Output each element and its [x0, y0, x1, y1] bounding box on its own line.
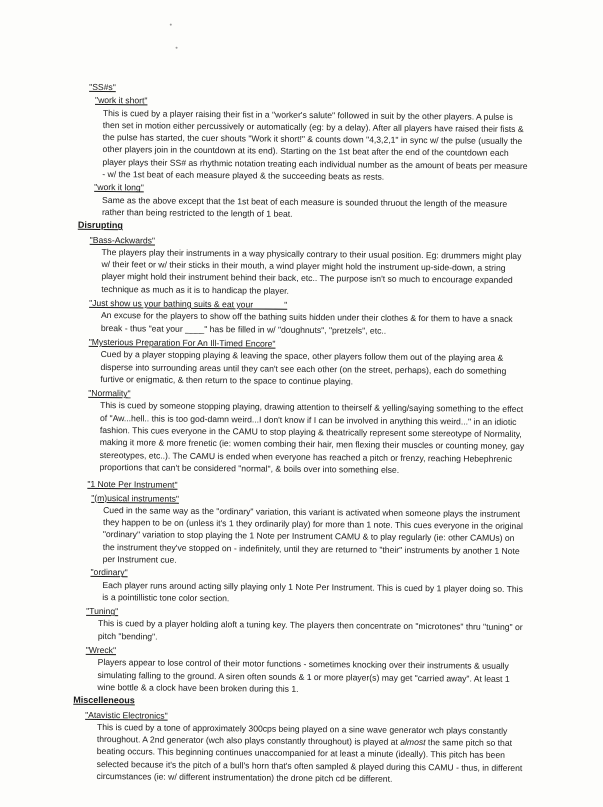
item-heading-tuning: "Tuning" [86, 606, 119, 617]
item-text-bathing-suits: An excuse for the players to show off the bathing suits hidden under their clothes & for them to have a snack break - thus "eat your ____" has be filled in w/ "doughnuts", "pretzels", etc.. [100, 310, 513, 336]
scan-speck [176, 47, 178, 49]
item-text-wreck: Players appear to lose control of their motor functions - sometimes knocking over their instruments & usually simulating falling to the ground. A siren often sounds & 1 or more player(s) may get "carried away". At least 1 wine bottle & a clock have been broken during this 1. [97, 657, 510, 694]
item-heading-mysterious-preparation: "Mysterious Preparation For An Ill-Timed Encore" [88, 336, 276, 349]
item-heading-bathing-suits: "Just show us your bathing suits & eat your ______" [89, 297, 288, 310]
item-heading-normality: "Normality" [88, 387, 131, 399]
item-heading-work-it-long: "work it long" [94, 182, 144, 193]
item-heading-ordinary: "ordinary" [90, 567, 128, 578]
item-heading-bass-ackwards: "Bass-Ackwards" [89, 234, 156, 246]
item-text-normality: This is cued by someone stopping playing, drawing attention to theirself & yelling/saying something to the effect of "Aw...hell.. this is too god-damn weird...I don't know if I can be involved in anything this weird..." in an idiotic fashion. This cues everyone in the CAMU to stop playing & theatrically represent some stereotype of Normality, making it more & more frenetic (ie: women combing their hair, men flexing their muscles or counting money, gay stereotypes, etc..). The CAMU is ended when everyone has reached a pitch or frenzy, reaching Hebephrenic proportions that can't be considered "normal", & boils over into something else. [99, 400, 525, 475]
item-text-ordinary: Each player runs around acting silly playing only 1 Note Per Instrument. This is cued by 1 player doing so. This is a pointillistic tone color section. [102, 579, 523, 604]
item-text-work-it-long: Same as the above except that the 1st beat of each measure is sounded thruout the length of the measure rather than being restricted to the length of 1 beat. [101, 194, 508, 219]
item-heading-work-it-short: "work it short" [94, 95, 148, 106]
item-text-atavistic-electronics [96, 721, 526, 787]
emphasis-text: almost [400, 737, 426, 748]
item-text-work-it-short: This is cued by a player raising their fist in a "worker's salute" followed in suit by the other players. A pulse is then set in motion either percussively or automatically (eg: by a delay). After all players have raised their fists & the pulse has started, the cuer shouts "Work it short!" & counts down "4,3,2,1" in sync w/ the pulse (usually the other players join in the countdown at its end). Starting on the 1st beat after the end of the countdown each player plays their SS# as rhythmic notation treating each individual number as the amount of beats per measure - w/ the 1st beat of each measure played & the succeeding beats as rests. [102, 107, 528, 182]
item-heading-musical-instruments: "(m)usical instruments" [91, 492, 180, 504]
item-text-mysterious-preparation: Cued by a player stopping playing & leaving the space, other players follow them out of the playing area & disperse into surrounding areas until they can't see each other (on the street, perhaps), each do something furtive or enigmatic, & then return to the space to continue playing. [100, 349, 507, 387]
text-segment: This is cued by a tone of approximately 300cps being played on a sine wave generator wch plays constantly throughout. A 2nd generator (wch also plays constantly throughout) is played at [96, 721, 508, 748]
item-text-musical-instruments: Cued in the same way as the "ordinary" variation, this variant is activated when someone plays the instrument they happen to be on (unless it's 1 they ordinarily play) for more than 1 note. This cues everyone in the original "ordinary" variation to stop playing the 1 Note per Instrument CAMU & to play regularly (ie: other CAMUs) on the instrument they've stopped on - indefinitely, until they are returned to "their" instruments by another 1 Note per Instrument cue. [102, 504, 523, 565]
section-ss-title: "SS#s" [89, 81, 116, 93]
scan-speck [170, 24, 172, 26]
section-title-miscellaneous: Miscelleneous [73, 694, 135, 706]
section-title-disrupting: Disrupting [77, 220, 123, 231]
item-heading-atavistic-electronics: "Atavistic Electronics" [85, 709, 168, 721]
text-segment: the same pitch so that beating occurs. This beginning continues unaccompanied for at least a minute (ideally). This pitch has been selected because it's the pitch of a bull's horn that's often sampled & played during this CAMU - thus, in different circumstances (ie: w/ different instrumentation) the drone pitch cd be different. [96, 737, 523, 784]
item-heading-1-note-per-instrument: "1 Note Per Instrument" [87, 479, 178, 490]
item-text-bass-ackwards: The players play their instruments in a way physically contrary to their usual position. Eg: drummers might play w/ their feet or w/ their sticks in their mouth, a wind player might hold the instrument up-side-down, a string player might hold their instrument behind their back, etc.. The purpose isn't so much to encourage expanded technique as much as it is to handicap the player. [101, 246, 522, 296]
item-heading-wreck: "Wreck" [85, 644, 117, 656]
item-text-tuning: This is cued by a player holding aloft a tuning key. The players then concentrate on "microtones" thru "tuning" or pitch "bending". [97, 618, 523, 642]
